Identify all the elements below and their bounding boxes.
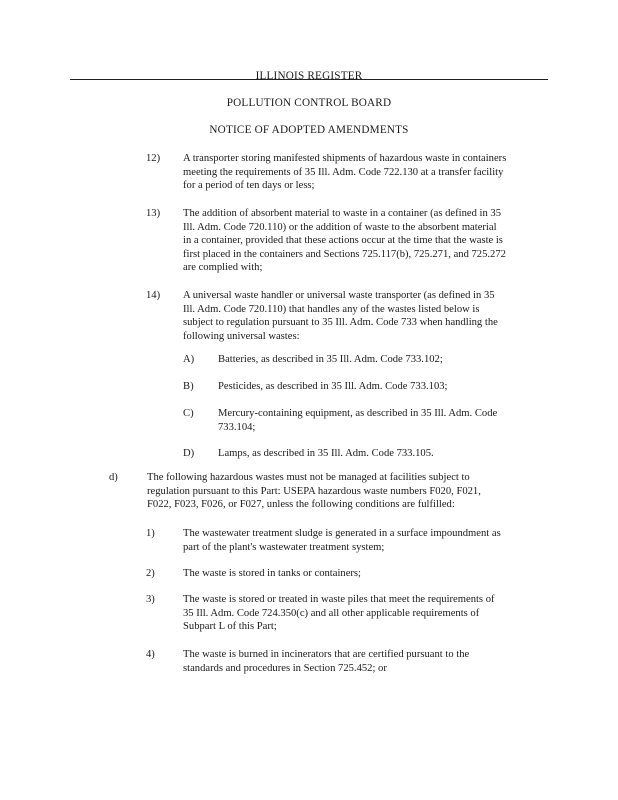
item-line: A universal waste handler or universal waste transporter (as defined in 35 bbox=[183, 290, 495, 301]
item-number: C) bbox=[183, 408, 194, 419]
item-line: for a period of ten days or less; bbox=[183, 180, 315, 192]
item-line: 733.104; bbox=[218, 421, 256, 433]
item-text bbox=[183, 527, 563, 554]
item-text bbox=[183, 152, 563, 193]
item-line: A transporter storing manifested shipments of hazardous waste in containers bbox=[183, 153, 507, 164]
item-line: in a container, provided that these actions occur at the time that the waste is bbox=[183, 235, 503, 247]
item-line: F022, F023, F026, or F027, unless the following conditions are fulfilled: bbox=[147, 499, 455, 511]
item-text bbox=[183, 648, 563, 675]
register-title: ILLINOIS REGISTER bbox=[255, 70, 363, 82]
item-line: Ill. Adm. Code 720.110) or the addition of waste to the absorbent material bbox=[183, 221, 497, 233]
item-line: following universal wastes: bbox=[183, 330, 300, 342]
item-line: Mercury-containing equipment, as described in 35 Ill. Adm. Code bbox=[218, 408, 498, 419]
item-number: B) bbox=[183, 381, 194, 392]
item-text bbox=[218, 447, 548, 461]
item-text bbox=[183, 567, 563, 581]
item-line: Batteries, as described in 35 Ill. Adm. Code 733.102; bbox=[218, 354, 443, 365]
item-line: first placed in the containers and Sections 725.117(b), 725.271, and 725.272 bbox=[183, 248, 506, 260]
item-number: D) bbox=[183, 448, 195, 459]
item-number: 3) bbox=[146, 594, 155, 605]
item-text bbox=[218, 407, 548, 434]
item-number: 12) bbox=[146, 153, 161, 164]
item-line: are complied with; bbox=[183, 262, 263, 274]
item-line: The wastewater treatment sludge is generated in a surface impoundment as bbox=[183, 528, 501, 539]
item-number: d) bbox=[109, 472, 118, 483]
item-text bbox=[218, 353, 548, 367]
item-line: The waste is burned in incinerators that are certified pursuant to the bbox=[183, 649, 470, 660]
item-text bbox=[183, 593, 563, 634]
item-line: Ill. Adm. Code 720.110) that handles any of the wastes listed below is bbox=[183, 303, 480, 315]
item-line: The addition of absorbent material to waste in a container (as defined in 35 bbox=[183, 208, 501, 219]
item-number: 14) bbox=[146, 290, 161, 301]
item-line: Pesticides, as described in 35 Ill. Adm. Code 733.103; bbox=[218, 381, 448, 392]
item-number: 2) bbox=[146, 568, 155, 579]
item-line: standards and procedures in Section 725.452; or bbox=[183, 662, 387, 674]
item-line: Lamps, as described in 35 Ill. Adm. Code 733.105. bbox=[218, 448, 434, 459]
item-line: The following hazardous wastes must not be managed at facilities subject to bbox=[147, 472, 470, 483]
item-line: The waste is stored in tanks or containers; bbox=[183, 568, 361, 579]
item-line: subject to regulation pursuant to 35 Ill. Adm. Code 733 when handling the bbox=[183, 317, 498, 329]
board-title: POLLUTION CONTROL BOARD bbox=[226, 97, 392, 109]
item-line: meeting the requirements of 35 Ill. Adm. Code 722.130 at a transfer facility bbox=[183, 166, 504, 178]
item-number: A) bbox=[183, 354, 195, 365]
item-number: 13) bbox=[146, 208, 161, 219]
item-text bbox=[183, 207, 563, 275]
item-line: The waste is stored or treated in waste piles that meet the requirements of bbox=[183, 594, 495, 605]
item-text bbox=[218, 380, 548, 394]
item-number: 1) bbox=[146, 528, 155, 539]
item-number: 4) bbox=[146, 649, 155, 660]
item-line: Subpart L of this Part; bbox=[183, 621, 277, 633]
notice-title: NOTICE OF ADOPTED AMENDMENTS bbox=[209, 124, 409, 136]
item-line: 35 Ill. Adm. Code 724.350(c) and all other applicable requirements of bbox=[183, 607, 480, 619]
item-text bbox=[147, 471, 547, 512]
item-line: part of the plant's wastewater treatment system; bbox=[183, 541, 385, 553]
item-line: regulation pursuant to this Part: USEPA hazardous waste numbers F020, F021, bbox=[147, 485, 481, 497]
item-text bbox=[183, 289, 563, 343]
